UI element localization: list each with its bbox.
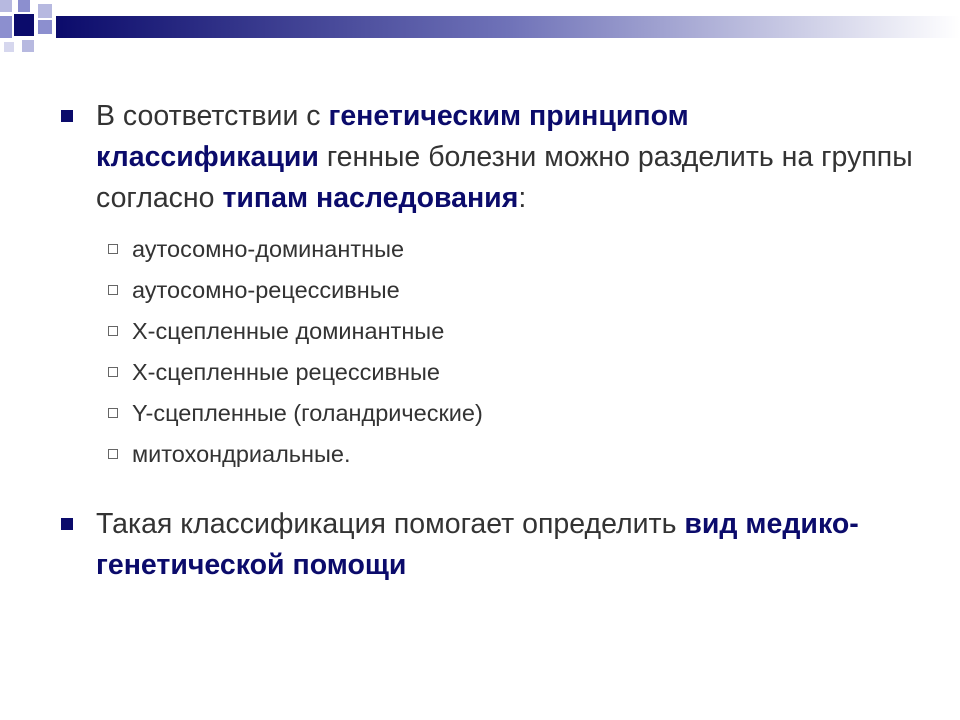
deco-square-2 [18, 0, 30, 12]
hollow-square-bullet-icon [108, 326, 118, 336]
deco-square-8 [4, 42, 14, 52]
text-segment: : [518, 182, 527, 214]
header-decoration [0, 0, 960, 60]
text-segment: Такая классификация помогает определить [96, 508, 685, 540]
hollow-square-bullet-icon [108, 367, 118, 377]
list-item-label: аутосомно-рецессивные [132, 277, 400, 303]
paragraph-inheritance-classification [58, 96, 918, 219]
square-bullet-icon [61, 518, 73, 530]
deco-square-6 [38, 20, 52, 34]
inheritance-types-list [105, 229, 918, 475]
list-item [105, 229, 918, 270]
hollow-square-bullet-icon [108, 408, 118, 418]
list-item-label: аутосомно-доминантные [132, 236, 405, 262]
list-item-label: митохондриальные. [132, 441, 351, 467]
hollow-square-bullet-icon [108, 244, 118, 254]
highlight-inheritance-types: типам наследования [222, 182, 519, 214]
highlight-genetic-principle: генетическим принципом классификации [96, 100, 689, 173]
slide-content [58, 96, 918, 586]
deco-square-7 [22, 40, 34, 52]
square-bullet-icon [61, 110, 73, 122]
text-segment: В соответствии с [96, 100, 329, 132]
hollow-square-bullet-icon [108, 285, 118, 295]
deco-square-4 [14, 14, 34, 36]
deco-square-3 [0, 16, 12, 38]
deco-square-1 [0, 0, 12, 12]
list-item-label: Х-сцепленные рецессивные [132, 359, 440, 385]
text-segment: генные болезни можно разделить на группы согласно [96, 141, 913, 214]
deco-square-5 [38, 4, 52, 18]
list-item-label: Y-сцепленные (голандрические) [132, 400, 483, 426]
header-gradient-bar [56, 16, 960, 38]
list-item [105, 393, 918, 434]
list-item [105, 434, 918, 475]
list-item [105, 270, 918, 311]
list-item [105, 311, 918, 352]
paragraph-medical-genetic-help [58, 504, 918, 586]
list-item [105, 352, 918, 393]
highlight-medical-genetic-help: вид медико-генетической помощи [96, 508, 859, 581]
hollow-square-bullet-icon [108, 449, 118, 459]
list-item-label: Х-сцепленные доминантные [132, 318, 445, 344]
